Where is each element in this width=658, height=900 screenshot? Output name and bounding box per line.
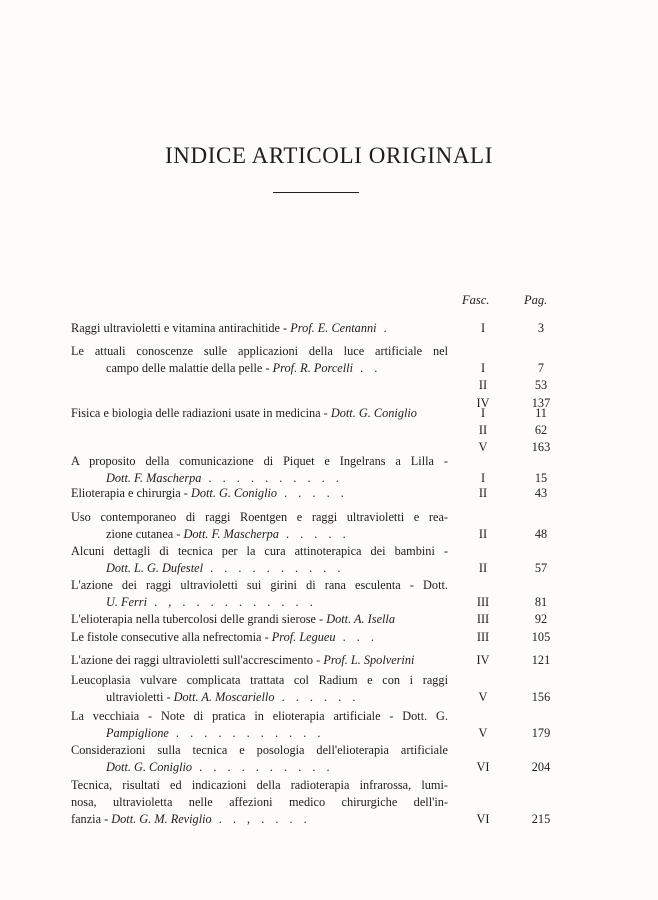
dot-leader: . . . . . . . . . . <box>203 561 345 576</box>
page-number: 105 <box>531 630 551 644</box>
toc-line <box>71 526 551 543</box>
toc-line <box>71 794 448 811</box>
entry-title: zione cutanea - <box>106 527 184 542</box>
page-number: 43 <box>534 486 548 500</box>
page-number: 92 <box>534 612 548 626</box>
toc-line <box>71 777 448 794</box>
toc-line <box>71 453 448 470</box>
entry-title: L'azione dei raggi ultravioletti sull'accrescimento - <box>71 653 324 667</box>
entry-title: Raggi ultravioletti e vitamina antirachitide - <box>71 321 291 335</box>
entry-author: Dott. F. Mascherpa <box>183 527 279 542</box>
page-number: 163 <box>531 440 551 455</box>
page-number: 3 <box>537 321 545 335</box>
page-number: 204 <box>531 760 551 775</box>
page-number: 53 <box>534 378 548 393</box>
entry-title: nosa, ultravioletta nelle affezioni medico chirurgiche dell'in- <box>71 795 448 810</box>
page-number: 11 <box>535 406 547 420</box>
toc-entry <box>71 629 551 646</box>
entry-author: Prof. L. Spolverini <box>323 653 415 667</box>
column-header-fasc: Fasc. <box>462 293 490 307</box>
entry-title: ultravioletti - <box>106 690 174 705</box>
toc-line <box>71 485 551 502</box>
toc-line <box>71 360 551 377</box>
fascicle-number: V <box>478 690 488 705</box>
column-header-pag: Pag. <box>524 293 548 307</box>
toc-entry <box>71 405 551 457</box>
fascicle-number: II <box>478 561 488 576</box>
fascicle-number: V <box>478 440 488 455</box>
title-rule <box>273 192 359 193</box>
entry-title: L'azione dei raggi ultravioletti sui girini di rana esculenta - Dott. <box>71 578 448 592</box>
toc-entry <box>71 777 551 829</box>
entry-author: Dott. G. Coniglio <box>190 486 278 500</box>
entry-title: Uso contemporaneo di raggi Roentgen e raggi ultravioletti e rea- <box>71 510 448 524</box>
toc-line <box>71 594 551 611</box>
dot-leader: . . , . . . . <box>211 812 311 827</box>
toc-line <box>71 405 551 422</box>
page-number: 57 <box>534 561 548 576</box>
toc-line <box>71 725 551 742</box>
dot-leader: . . . . . . . . . . <box>201 471 343 486</box>
entry-title: fanzia - <box>71 812 112 827</box>
toc-line <box>71 543 448 560</box>
toc-entry <box>71 652 551 669</box>
toc-line <box>71 509 448 526</box>
toc-entry <box>71 485 551 502</box>
toc-line <box>71 577 448 594</box>
fascicle-number: I <box>480 321 486 335</box>
entry-author: Prof. E. Centanni <box>290 321 377 335</box>
fascicle-number: I <box>480 471 486 486</box>
page-number: 48 <box>534 527 548 542</box>
page-number: 156 <box>531 690 551 705</box>
entry-author: Prof. R. Porcelli <box>272 361 353 376</box>
entry-author: Pampiglione <box>106 726 169 741</box>
fascicle-number: II <box>478 423 488 438</box>
fascicle-number: VI <box>476 760 490 775</box>
page-number: 215 <box>531 812 551 827</box>
dot-leader: . , . . . . . . . . . . <box>147 595 317 610</box>
dot-leader: . . <box>353 361 382 376</box>
toc-entry <box>71 509 551 543</box>
toc-entry <box>71 742 551 776</box>
entry-author: Prof. Legueu <box>271 630 336 644</box>
entry-title: Leucoplasia vulvare complicata trattata col Radium e con i raggi <box>71 673 448 687</box>
toc-line <box>71 759 551 776</box>
fascicle-number: III <box>476 612 490 626</box>
toc-line <box>71 422 551 439</box>
fascicle-number: II <box>478 486 488 500</box>
fascicle-number: III <box>476 630 490 644</box>
toc-entry <box>71 343 551 412</box>
fascicle-number: I <box>480 406 486 420</box>
fascicle-number: III <box>476 595 490 610</box>
toc-line <box>71 708 448 725</box>
toc-line <box>71 742 448 759</box>
toc-line <box>71 629 551 646</box>
toc-line <box>71 811 551 828</box>
entry-author: Dott. A. Moscariello <box>173 690 275 705</box>
fascicle-number: IV <box>476 395 490 410</box>
toc-line <box>71 377 551 394</box>
page-number: 62 <box>534 423 548 438</box>
page-number: 137 <box>531 395 551 410</box>
entry-title: Fisica e biologia delle radiazioni usate in medicina - <box>71 406 331 420</box>
page-number: 7 <box>537 361 545 376</box>
entry-author: Dott. F. Mascherpa <box>106 471 202 486</box>
entry-author: Dott. G. Coniglio <box>330 406 417 420</box>
page-number: 15 <box>534 471 548 486</box>
entry-title: Alcuni dettagli di tecnica per la cura attinoterapica dei bambini - <box>71 544 448 558</box>
fascicle-number: VI <box>476 812 490 827</box>
fascicle-number: I <box>480 361 486 376</box>
entry-author: Dott. L. G. Dufestel <box>106 561 204 576</box>
toc-entry <box>71 543 551 577</box>
toc-entry <box>71 708 551 742</box>
entry-title: Le fistole consecutive alla nefrectomia - <box>71 630 272 644</box>
toc-entry <box>71 577 551 611</box>
dot-leader: . . . . . <box>278 527 350 542</box>
entry-author: U. Ferri <box>106 595 147 610</box>
entry-author: Dott. G. M. Reviglio <box>111 812 212 827</box>
entry-title: campo delle malattie della pelle - <box>106 361 273 376</box>
toc-line <box>71 560 551 577</box>
page-number: 121 <box>531 653 551 667</box>
toc-entry <box>71 672 551 706</box>
dot-leader: . <box>376 321 391 335</box>
toc-entry <box>71 320 551 337</box>
toc-line <box>71 672 448 689</box>
dot-leader: . . . . . . <box>274 690 360 705</box>
fascicle-number: V <box>478 726 488 741</box>
entry-title: Considerazioni sulla tecnica e posologia dell'elioterapia artificiale <box>71 743 448 757</box>
toc-line <box>71 611 551 628</box>
page-title: INDICE ARTICOLI ORIGINALI <box>165 143 493 168</box>
entry-title: L'elioterapia nella tubercolosi delle grandi sierose - <box>71 612 327 626</box>
toc-entry <box>71 611 551 628</box>
page-number: 81 <box>534 595 548 610</box>
entry-title: A proposito della comunicazione di Piquet e Ingelrans a Lilla - <box>71 454 448 468</box>
dot-leader: . . . . . . . . . . . <box>168 726 325 741</box>
entry-title: Le attuali conoscenze sulle applicazioni della luce artificiale nel <box>71 344 448 358</box>
toc-line <box>71 652 551 669</box>
entry-title: La vecchiaia - Note di pratica in elioterapia artificiale - Dott. G. <box>71 709 448 723</box>
dot-leader: . . . . . <box>277 486 348 500</box>
toc-line <box>71 689 551 706</box>
toc-line <box>71 320 551 337</box>
entry-author: Dott. A. Isella <box>326 612 396 626</box>
fascicle-number: IV <box>476 653 490 667</box>
entry-title: Tecnica, risultati ed indicazioni della radioterapia infrarossa, lumi- <box>71 778 448 792</box>
toc-entry <box>71 453 551 487</box>
toc-line <box>71 343 448 360</box>
dot-leader: . . . . . . . . . . <box>192 760 334 775</box>
dot-leader: . . . <box>335 630 378 644</box>
page-number: 179 <box>531 726 551 741</box>
entry-title: Elioterapia e chirurgia - <box>71 486 191 500</box>
entry-author: Dott. G. Coniglio <box>106 760 193 775</box>
fascicle-number: II <box>478 378 488 393</box>
fascicle-number: II <box>478 527 488 542</box>
